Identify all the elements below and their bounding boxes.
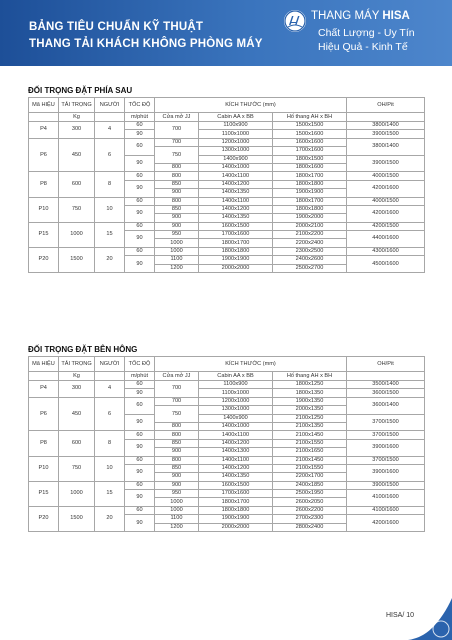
cabin-size-cell: 1400x1100 (199, 172, 273, 180)
shaft-size-cell: 1800x1350 (273, 389, 347, 397)
table-header-row (29, 98, 425, 113)
header-speed: TỐC ĐỘ (125, 98, 155, 113)
cabin-size-cell: 1600x1500 (199, 481, 273, 489)
cabin-size-cell: 1400x1000 (199, 163, 273, 171)
cabin-size-cell: 1400x900 (199, 155, 273, 163)
speed-cell: 90 (125, 439, 155, 456)
shaft-size-cell: 1600x1600 (273, 138, 347, 146)
shaft-size-cell: 1800x1700 (273, 197, 347, 205)
shaft-size-cell: 2100x2200 (273, 231, 347, 239)
header-title-line2: THANG TẢI KHÁCH KHÔNG PHÒNG MÁY (29, 38, 263, 50)
shaft-size-cell: 2100x1450 (273, 431, 347, 439)
persons-cell: 4 (95, 122, 125, 139)
hisa-logo-icon (284, 10, 306, 32)
oh-pit-cell: 4200/1500 (347, 222, 425, 230)
speed-cell: 60 (125, 381, 155, 389)
shaft-size-cell: 2300x2500 (273, 247, 347, 255)
oh-pit-cell: 3800/1400 (347, 138, 425, 155)
cabin-size-cell: 1300x1000 (199, 147, 273, 155)
header-title-line1: BẢNG TIÊU CHUẨN KỸ THUẬT (29, 21, 204, 33)
cabin-size-cell: 1400x1200 (199, 205, 273, 213)
oh-pit-cell: 3700/1500 (347, 431, 425, 439)
oh-pit-cell: 4100/1600 (347, 506, 425, 514)
oh-pit-cell: 4200/1600 (347, 205, 425, 222)
table-row (29, 197, 425, 205)
section1-title: ĐỐI TRỌNG ĐẶT PHÍA SAU (28, 86, 133, 95)
load-cell: 450 (59, 138, 95, 172)
model-cell: P6 (29, 138, 59, 172)
door-width-cell: 1000 (155, 247, 199, 255)
load-cell: 750 (59, 197, 95, 222)
speed-cell: 90 (125, 490, 155, 507)
load-cell: 750 (59, 456, 95, 481)
subheader-persons (95, 113, 125, 122)
subheader-speed-unit: m/phút (125, 372, 155, 381)
cabin-size-cell: 1100x900 (199, 122, 273, 130)
door-width-cell: 1100 (155, 515, 199, 523)
persons-cell: 10 (95, 197, 125, 222)
table-row (29, 431, 425, 439)
oh-pit-cell: 4100/1600 (347, 490, 425, 507)
door-width-cell: 800 (155, 422, 199, 430)
table-row (29, 381, 425, 389)
cabin-size-cell: 1400x1350 (199, 189, 273, 197)
speed-cell: 60 (125, 456, 155, 464)
table-row (29, 506, 425, 514)
door-width-cell: 850 (155, 205, 199, 213)
page-header (0, 0, 452, 66)
door-width-cell: 800 (155, 163, 199, 171)
load-cell: 1000 (59, 481, 95, 506)
shaft-size-cell: 1900x1900 (273, 189, 347, 197)
model-cell: P20 (29, 506, 59, 531)
table-header-row (29, 357, 425, 372)
door-width-cell: 800 (155, 431, 199, 439)
shaft-size-cell: 2000x2100 (273, 222, 347, 230)
table-subheader-row (29, 113, 425, 122)
header-persons: NGƯỜI (95, 98, 125, 113)
speed-cell: 60 (125, 431, 155, 439)
cabin-size-cell: 1400x1350 (199, 473, 273, 481)
shaft-size-cell: 2600x2200 (273, 506, 347, 514)
cabin-size-cell: 1700x1600 (199, 490, 273, 498)
cabin-size-cell: 1400x1200 (199, 180, 273, 188)
persons-cell: 8 (95, 172, 125, 197)
oh-pit-cell: 4200/1600 (347, 180, 425, 197)
header-oh-pit: OH/Pit (347, 98, 425, 113)
shaft-size-cell: 1800x1500 (273, 155, 347, 163)
subheader-load-unit: Kg (59, 372, 95, 381)
oh-pit-cell: 4300/1600 (347, 247, 425, 255)
table-row (29, 172, 425, 180)
slogan-line2: Hiệu Quả - Kinh Tế (318, 41, 408, 53)
brand-name (311, 10, 410, 22)
subheader-oh (347, 372, 425, 381)
speed-cell: 60 (125, 197, 155, 205)
speed-cell: 60 (125, 481, 155, 489)
door-width-cell: 750 (155, 147, 199, 164)
load-cell: 1000 (59, 222, 95, 247)
shaft-size-cell: 1900x2000 (273, 214, 347, 222)
speed-cell: 90 (125, 464, 155, 481)
shaft-size-cell: 1800x1800 (273, 205, 347, 213)
header-persons: NGƯỜI (95, 357, 125, 372)
door-width-cell: 850 (155, 439, 199, 447)
cabin-size-cell: 1200x1000 (199, 138, 273, 146)
cabin-size-cell: 2000x2000 (199, 264, 273, 272)
subheader-shaft: Hố thang AH x BH (273, 372, 347, 381)
subheader-shaft: Hố thang AH x BH (273, 113, 347, 122)
brand-hisa: HISA (382, 10, 410, 22)
shaft-size-cell: 2400x1850 (273, 481, 347, 489)
cabin-size-cell: 1200x1000 (199, 397, 273, 405)
model-cell: P8 (29, 172, 59, 197)
section2-title: ĐỐI TRỌNG ĐẶT BÊN HÔNG (28, 345, 138, 354)
model-cell: P10 (29, 456, 59, 481)
cabin-size-cell: 1100x900 (199, 381, 273, 389)
door-width-cell: 700 (155, 138, 199, 146)
cabin-size-cell: 1400x1100 (199, 456, 273, 464)
subheader-load-unit: Kg (59, 113, 95, 122)
oh-pit-cell: 4500/1600 (347, 256, 425, 273)
speed-cell: 90 (125, 515, 155, 532)
speed-cell: 60 (125, 138, 155, 155)
model-cell: P4 (29, 381, 59, 398)
shaft-size-cell: 2100x1450 (273, 456, 347, 464)
oh-pit-cell: 4200/1600 (347, 515, 425, 532)
subheader-door: Cửa mở JJ (155, 372, 199, 381)
shaft-size-cell: 2200x1700 (273, 473, 347, 481)
model-cell: P8 (29, 431, 59, 456)
cabin-size-cell: 1900x1900 (199, 256, 273, 264)
header-oh-pit: OH/Pit (347, 357, 425, 372)
oh-pit-cell: 3500/1400 (347, 381, 425, 389)
door-width-cell: 700 (155, 122, 199, 139)
cabin-size-cell: 1800x1800 (199, 506, 273, 514)
door-width-cell: 1000 (155, 239, 199, 247)
load-cell: 1500 (59, 247, 95, 272)
cabin-size-cell: 1700x1600 (199, 231, 273, 239)
door-width-cell: 1100 (155, 256, 199, 264)
door-width-cell: 700 (155, 381, 199, 398)
cabin-size-cell: 1400x1100 (199, 431, 273, 439)
speed-cell: 60 (125, 247, 155, 255)
oh-pit-cell: 3900/1600 (347, 464, 425, 481)
shaft-size-cell: 1700x1600 (273, 147, 347, 155)
speed-cell: 90 (125, 256, 155, 273)
door-width-cell: 900 (155, 222, 199, 230)
shaft-size-cell: 1500x1500 (273, 122, 347, 130)
load-cell: 600 (59, 431, 95, 456)
door-width-cell: 900 (155, 481, 199, 489)
cabin-size-cell: 1300x1000 (199, 406, 273, 414)
cabin-size-cell: 1400x1100 (199, 197, 273, 205)
shaft-size-cell: 2400x2600 (273, 256, 347, 264)
oh-pit-cell: 3600/1500 (347, 389, 425, 397)
door-width-cell: 750 (155, 406, 199, 423)
subheader-model (29, 113, 59, 122)
persons-cell: 15 (95, 222, 125, 247)
subheader-speed-unit: m/phút (125, 113, 155, 122)
corner-watermark-logo (408, 598, 452, 640)
shaft-size-cell: 2000x1350 (273, 406, 347, 414)
door-width-cell: 900 (155, 214, 199, 222)
shaft-size-cell: 1900x1350 (273, 397, 347, 405)
door-width-cell: 950 (155, 490, 199, 498)
table-row (29, 222, 425, 230)
model-cell: P15 (29, 481, 59, 506)
door-width-cell: 700 (155, 397, 199, 405)
table-row (29, 456, 425, 464)
header-load: TẢI TRỌNG (59, 98, 95, 113)
table-row (29, 481, 425, 489)
door-width-cell: 1200 (155, 264, 199, 272)
page-number: HISA/ 10 (386, 612, 415, 619)
spec-table-rear-counterweight (28, 97, 425, 273)
shaft-size-cell: 1500x1600 (273, 130, 347, 138)
door-width-cell: 850 (155, 464, 199, 472)
door-width-cell: 900 (155, 473, 199, 481)
speed-cell: 90 (125, 130, 155, 138)
model-cell: P20 (29, 247, 59, 272)
door-width-cell: 900 (155, 448, 199, 456)
brand-prefix: THANG MÁY (311, 10, 383, 22)
shaft-size-cell: 2800x2400 (273, 523, 347, 531)
speed-cell: 90 (125, 155, 155, 172)
shaft-size-cell: 2100x1650 (273, 448, 347, 456)
persons-cell: 6 (95, 138, 125, 172)
shaft-size-cell: 1800x1600 (273, 163, 347, 171)
subheader-model (29, 372, 59, 381)
speed-cell: 90 (125, 231, 155, 248)
speed-cell: 90 (125, 205, 155, 222)
load-cell: 1500 (59, 506, 95, 531)
shaft-size-cell: 1800x1700 (273, 172, 347, 180)
oh-pit-cell: 3600/1400 (347, 397, 425, 414)
door-width-cell: 800 (155, 197, 199, 205)
load-cell: 450 (59, 397, 95, 431)
door-width-cell: 850 (155, 180, 199, 188)
cabin-size-cell: 1100x1000 (199, 389, 273, 397)
speed-cell: 90 (125, 180, 155, 197)
cabin-size-cell: 1400x1200 (199, 464, 273, 472)
door-width-cell: 950 (155, 231, 199, 239)
header-load: TẢI TRỌNG (59, 357, 95, 372)
load-cell: 300 (59, 122, 95, 139)
shaft-size-cell: 2500x2700 (273, 264, 347, 272)
cabin-size-cell: 1400x900 (199, 414, 273, 422)
oh-pit-cell: 4000/1500 (347, 172, 425, 180)
shaft-size-cell: 1800x1250 (273, 381, 347, 389)
door-width-cell: 800 (155, 172, 199, 180)
shaft-size-cell: 2100x1550 (273, 439, 347, 447)
shaft-size-cell: 2100x1250 (273, 414, 347, 422)
oh-pit-cell: 3800/1400 (347, 122, 425, 130)
cabin-size-cell: 1400x1350 (199, 214, 273, 222)
model-cell: P6 (29, 397, 59, 431)
table-row (29, 397, 425, 405)
table-row (29, 247, 425, 255)
subheader-cabin: Cabin AA x BB (199, 372, 273, 381)
cabin-size-cell: 1600x1500 (199, 222, 273, 230)
table-row (29, 122, 425, 130)
speed-cell: 60 (125, 172, 155, 180)
door-width-cell: 1200 (155, 523, 199, 531)
header-model: Mã HIỆU (29, 98, 59, 113)
speed-cell: 90 (125, 414, 155, 431)
header-dimensions: KÍCH THƯỚC (mm) (155, 357, 347, 372)
oh-pit-cell: 3900/1500 (347, 130, 425, 138)
door-width-cell: 1000 (155, 498, 199, 506)
speed-cell: 90 (125, 389, 155, 397)
subheader-oh (347, 113, 425, 122)
oh-pit-cell: 3900/1500 (347, 155, 425, 172)
door-width-cell: 1000 (155, 506, 199, 514)
persons-cell: 20 (95, 506, 125, 531)
speed-cell: 60 (125, 397, 155, 414)
oh-pit-cell: 4000/1500 (347, 197, 425, 205)
shaft-size-cell: 2700x2300 (273, 515, 347, 523)
header-model: Mã HIỆU (29, 357, 59, 372)
oh-pit-cell: 4400/1600 (347, 231, 425, 248)
persons-cell: 6 (95, 397, 125, 431)
header-dimensions: KÍCH THƯỚC (mm) (155, 98, 347, 113)
speed-cell: 60 (125, 222, 155, 230)
model-cell: P15 (29, 222, 59, 247)
cabin-size-cell: 1900x1900 (199, 515, 273, 523)
load-cell: 300 (59, 381, 95, 398)
cabin-size-cell: 1800x1800 (199, 247, 273, 255)
model-cell: P4 (29, 122, 59, 139)
persons-cell: 4 (95, 381, 125, 398)
shaft-size-cell: 1800x1800 (273, 180, 347, 188)
speed-cell: 60 (125, 506, 155, 514)
subheader-persons (95, 372, 125, 381)
cabin-size-cell: 1100x1000 (199, 130, 273, 138)
cabin-size-cell: 2000x2000 (199, 523, 273, 531)
speed-cell: 60 (125, 122, 155, 130)
cabin-size-cell: 1400x1000 (199, 422, 273, 430)
shaft-size-cell: 2600x2050 (273, 498, 347, 506)
oh-pit-cell: 3700/1500 (347, 414, 425, 431)
door-width-cell: 800 (155, 456, 199, 464)
persons-cell: 10 (95, 456, 125, 481)
shaft-size-cell: 2200x2400 (273, 239, 347, 247)
subheader-cabin: Cabin AA x BB (199, 113, 273, 122)
cabin-size-cell: 1400x1300 (199, 448, 273, 456)
persons-cell: 8 (95, 431, 125, 456)
shaft-size-cell: 2100x1350 (273, 422, 347, 430)
persons-cell: 15 (95, 481, 125, 506)
cabin-size-cell: 1800x1700 (199, 239, 273, 247)
oh-pit-cell: 3700/1500 (347, 456, 425, 464)
model-cell: P10 (29, 197, 59, 222)
cabin-size-cell: 1400x1200 (199, 439, 273, 447)
header-speed: TỐC ĐỘ (125, 357, 155, 372)
door-width-cell: 900 (155, 189, 199, 197)
subheader-door: Cửa mở JJ (155, 113, 199, 122)
cabin-size-cell: 1800x1700 (199, 498, 273, 506)
shaft-size-cell: 2100x1550 (273, 464, 347, 472)
persons-cell: 20 (95, 247, 125, 272)
table-subheader-row (29, 372, 425, 381)
table-row (29, 138, 425, 146)
shaft-size-cell: 2500x1950 (273, 490, 347, 498)
slogan-line1: Chất Lượng - Uy Tín (318, 27, 415, 39)
load-cell: 600 (59, 172, 95, 197)
oh-pit-cell: 3900/1600 (347, 439, 425, 456)
spec-table-side-counterweight (28, 356, 425, 532)
oh-pit-cell: 3900/1500 (347, 481, 425, 489)
